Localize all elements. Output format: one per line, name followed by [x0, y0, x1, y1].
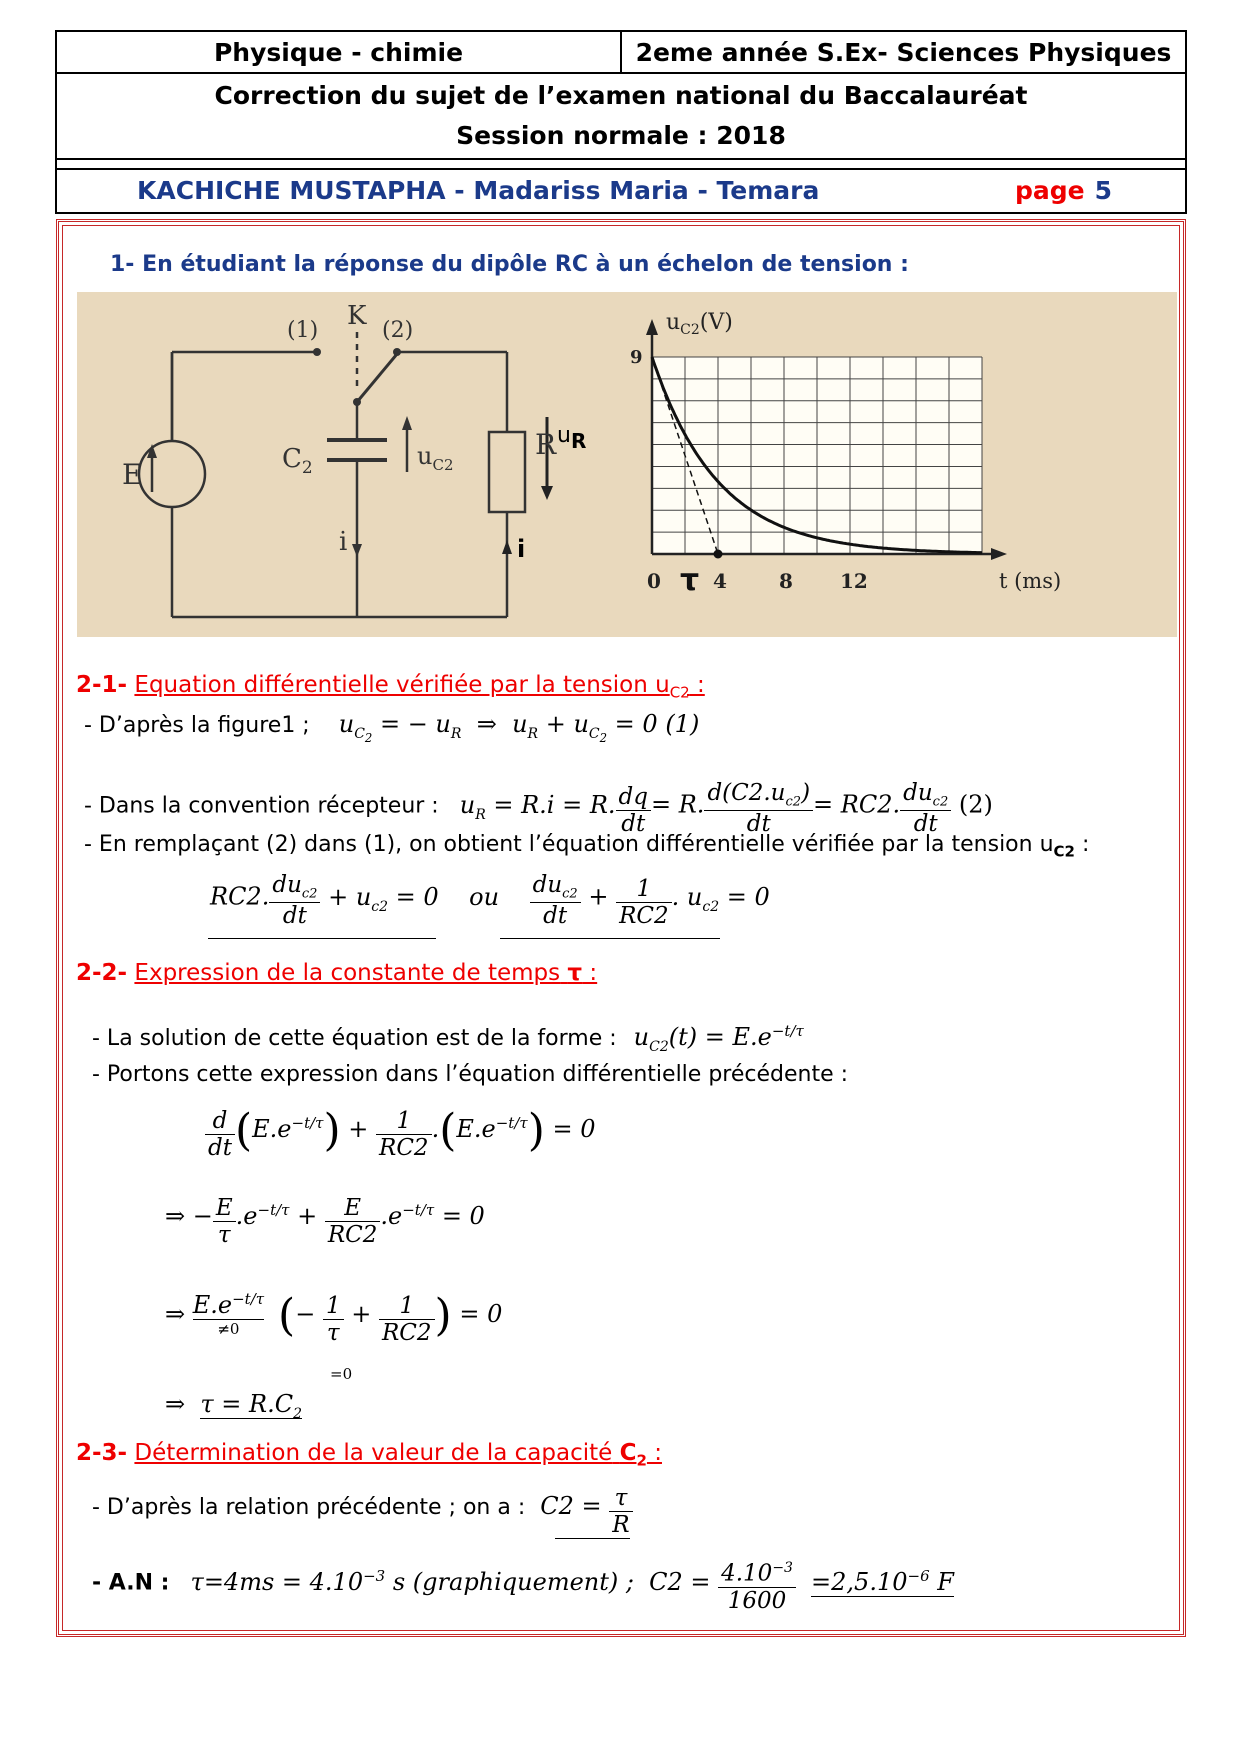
section-2-3-title: 2-3- Détermination de la valeur de la capacité $C_2$ : — [76, 1440, 662, 1470]
section-2-2-title: 2-2- Expression de la constante de temps τ : — [76, 960, 598, 986]
chart-x-axis-arrow — [991, 548, 1007, 560]
author-row — [57, 170, 1185, 212]
s21-line1: - D’après la figure1 ; $u_{C_2}$ = − $u_R$ ⇒ $u_R + u_{C_2} = 0$ (1) — [84, 710, 700, 745]
ur-arrowhead — [541, 486, 553, 500]
header-divider — [57, 160, 1185, 170]
circuit — [172, 332, 525, 617]
resistor-label: R — [535, 428, 557, 461]
position-2-label: (2) — [382, 318, 414, 343]
position-1-label: (1) — [287, 318, 319, 343]
ur-label: uR — [557, 423, 587, 453]
eq-differential: RC2. $\frac{du_{c2}}{dt}$ + $u_{c2} = 0$ ou $\frac{du_{c2}}{dt}$ + $\frac{1}{RC2}$ . $u_{c2} = 0$ — [210, 872, 770, 929]
switch-pivot — [353, 398, 361, 406]
switch-contact-2 — [393, 348, 401, 356]
underline-eq1 — [208, 938, 436, 939]
page-indicator: page 5 — [1015, 176, 1113, 205]
current-arrowhead — [352, 544, 362, 557]
uc2-arrowhead — [402, 416, 412, 430]
chart-x-label: t (ms) — [999, 569, 1062, 593]
generator-symbol — [139, 441, 205, 507]
header-table — [55, 30, 1187, 214]
question-1-title: 1- En étudiant la réponse du dipôle RC à un échelon de tension : — [110, 252, 909, 277]
eq-substitution: $\frac{d}{dt}$ $(E.e^{-t/\tau})$ + $\frac{1}{RC2}$ $.(E.e^{-t/\tau}) = 0$ — [205, 1105, 596, 1161]
generator-label: E — [122, 458, 143, 491]
bracket-eq0: =0 — [330, 1365, 353, 1383]
capacitor-label: $C_2$ — [282, 444, 313, 478]
author: KACHICHE MUSTAPHA - Madariss Maria - Temara — [137, 176, 820, 205]
chart-x-tick-label: 0 — [647, 569, 661, 593]
underline-c2 — [555, 1538, 630, 1539]
figure-svg — [77, 292, 1177, 637]
title-line1: Correction du sujet de l’examen national du Baccalauréat — [214, 81, 1028, 110]
chart-y-tick-label: 9 — [630, 347, 643, 368]
figure-photo — [77, 292, 1177, 637]
chart-y-label: $u_{C2}(V)$ — [666, 310, 733, 338]
section-2-1-title: 2-1- Equation différentielle vérifiée par la tension $u_{C2}$ : — [76, 672, 705, 702]
chart-y-axis-arrow — [646, 319, 658, 335]
eq-ur: $u_R = R.i = R$. — [459, 790, 616, 823]
eq-uc-ur: $u_{C_2}$ = − $u_R$ ⇒ $u_R + u_{C_2} = 0$ (1) — [338, 710, 700, 745]
subject: Physique - chimie — [57, 32, 622, 72]
s22-line2: - Portons cette expression dans l’équation différentielle précédente : — [92, 1062, 849, 1087]
eq-factor: ⇒ $E.e^{-t/\tau}$ ≠0 (− $\frac{1}{\tau}$ + $\frac{1}{RC2}$ ) = 0 — [165, 1290, 503, 1346]
current2-arrowhead — [502, 540, 512, 554]
chart-x-tick-label: 4 — [713, 569, 727, 593]
chart-ucs-vs-time — [630, 310, 1061, 598]
chart-tau-point — [714, 550, 723, 559]
s21-line2: - Dans la convention récepteur : $u_R = R.i = R$. $\frac{dq}{dt}$ = R. $\frac{d(C2.u_{c2})}{dt}$ = RC2. $\frac{du_{c2}}{dt}$ (2) — [84, 780, 993, 837]
s21-line3: - En remplaçant (2) dans (1), on obtient l’équation différentielle vérifiée par la tension $u_{C2}$ : — [84, 832, 1090, 861]
chart-x-tick-label: 12 — [840, 569, 868, 593]
current2-label: i — [517, 535, 526, 563]
chart-tau-label: τ — [680, 563, 700, 598]
uc2-label: $u_{C2}$ — [417, 442, 454, 474]
exam-title — [57, 74, 1185, 160]
s22-line1: - La solution de cette équation est de la forme : $u_{C2}(t) = E.e^{-t/\tau}$ — [92, 1022, 804, 1055]
s23-numeric: - A.N : $\tau=4ms = 4.10^{-3}$ s (graphiquement) ; C2 = $\frac{4.10^{-3}}{1600}$ $=2,5.10^{-6}$ F — [92, 1560, 954, 1614]
switch-label: K — [347, 301, 367, 331]
s23-line1: - D’après la relation précédente ; on a : C2 = $\frac{\tau}{R}$ — [92, 1485, 633, 1538]
level: 2eme année S.Ex- Sciences Physiques — [635, 37, 1172, 67]
title-line2: Session normale : 2018 — [456, 121, 786, 150]
underline-eq2 — [500, 938, 720, 939]
eq-tau-result: ⇒ $\tau = R.C_2$ — [165, 1390, 303, 1422]
chart-x-tick-label: 8 — [779, 569, 793, 593]
switch-contact-1 — [313, 348, 321, 356]
eq-derivative: ⇒ − $\frac{E}{\tau}$ $.e^{-t/\tau}$ + $\frac{E}{RC2}$ $.e^{-t/\tau} = 0$ — [165, 1195, 485, 1248]
current-label: i — [339, 527, 348, 557]
